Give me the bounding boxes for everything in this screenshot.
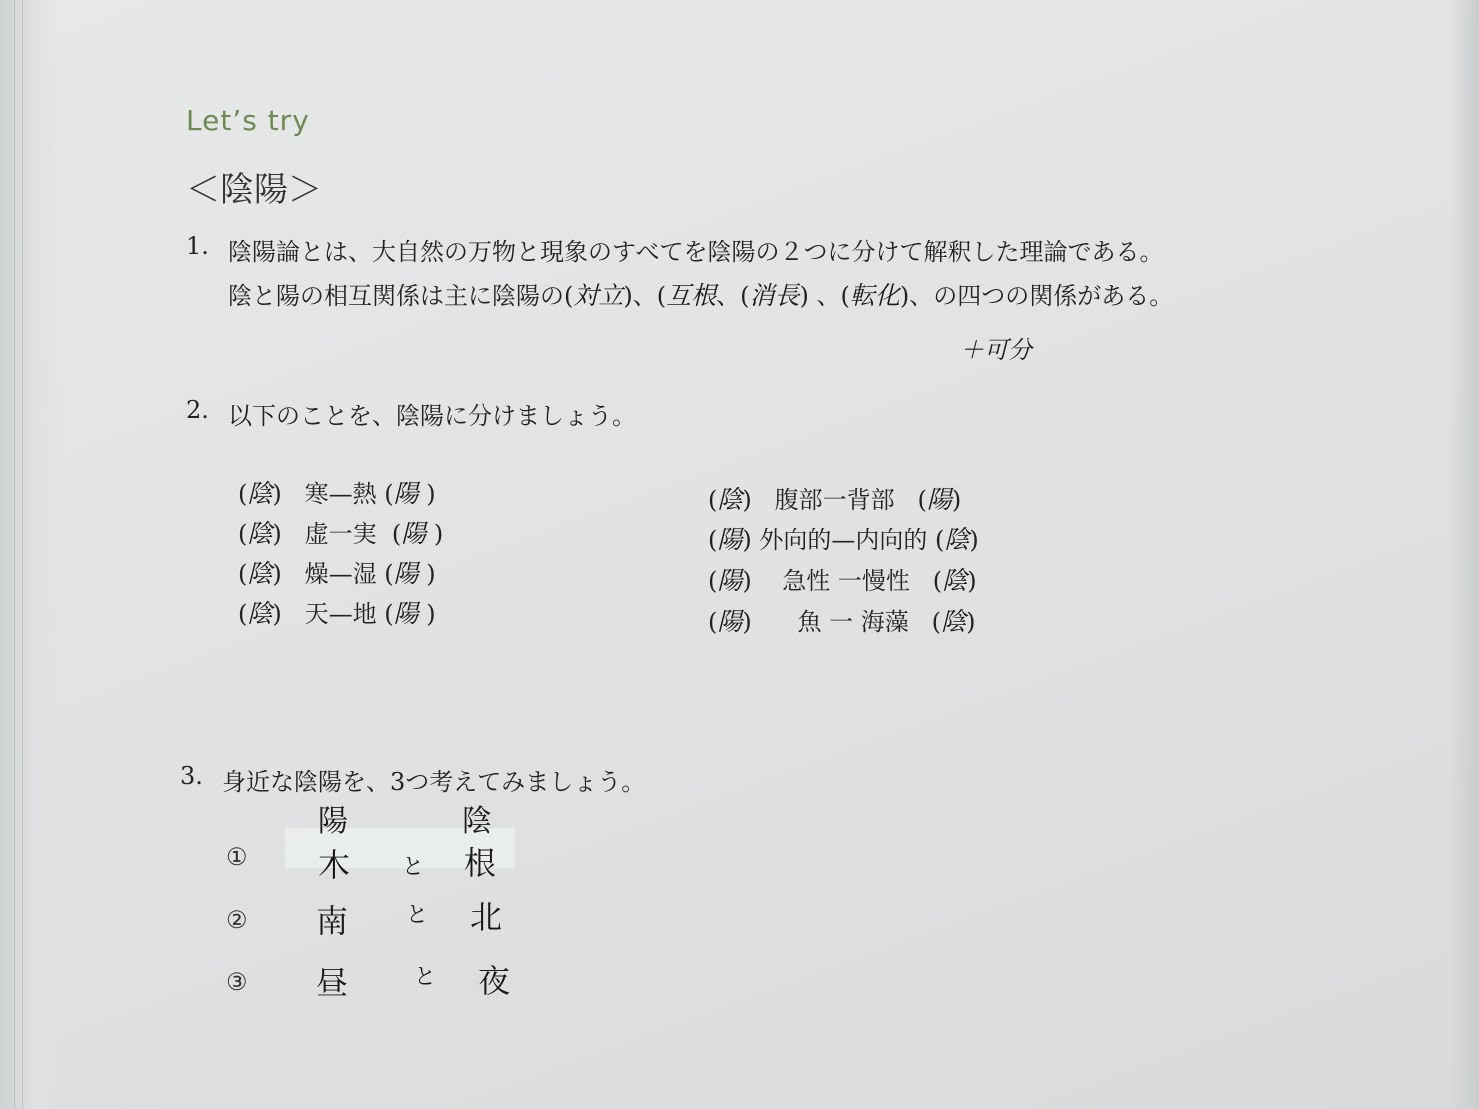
q3-item-to: と xyxy=(406,903,429,928)
q2-right-row: (陽) 外向的—内向的 (陰) xyxy=(708,525,979,554)
q1-line2-prefix: 陰と陽の相互関係は主に陰陽の xyxy=(228,282,564,310)
q1-answer-3: 消長 xyxy=(749,281,800,310)
q2-right-row: (陽) 魚 一 海藻 (陰) xyxy=(708,607,976,636)
answer: 陰 xyxy=(247,599,273,628)
answer: 陽 xyxy=(926,485,952,514)
answer: 陰 xyxy=(247,559,273,588)
q2-right-row: (陰) 腹部一背部 (陽) xyxy=(708,485,962,514)
q3-item-yin: 北 xyxy=(470,898,503,936)
paper-edge-line xyxy=(14,0,15,1109)
q1-answer-4: 転化 xyxy=(849,281,900,310)
q3-item-yang: 木 xyxy=(318,846,351,884)
q3-item-to: と xyxy=(414,965,437,990)
q3-item-mark: ③ xyxy=(226,968,248,996)
answer: 陰 xyxy=(247,519,273,548)
term: 急性 一慢性 xyxy=(782,567,910,595)
page-title: ＜陰陽＞ xyxy=(186,170,322,210)
q3-item-yin: 根 xyxy=(464,844,497,882)
answer: 陰 xyxy=(942,566,968,595)
paper-edge-line xyxy=(22,0,23,1109)
term: 寒—熱 xyxy=(304,480,377,508)
answer: 陰 xyxy=(944,525,970,554)
answer: 陰 xyxy=(247,479,273,508)
q2-right-row: (陽) 急性 一慢性 (陰) xyxy=(708,566,977,595)
q1-number: 1. xyxy=(186,232,209,260)
answer: 陽 xyxy=(401,519,427,548)
answer: 陽 xyxy=(393,559,419,588)
q1-line2: 陰と陽の相互関係は主に陰陽の(対立)、(互根、(消長) 、(転化)、の四つの関係がある。 xyxy=(228,281,1174,310)
q2-text: 以下のことを、陰陽に分けましょう。 xyxy=(228,402,636,430)
q3-number: 3. xyxy=(180,762,203,790)
q3-item-to: と xyxy=(402,855,425,880)
q3-item-mark: ② xyxy=(226,906,248,934)
answer: 陰 xyxy=(941,607,967,636)
term: 外向的—内向的 xyxy=(759,526,928,554)
q1-answer-2: 互根 xyxy=(666,281,717,310)
q2-left-row: (陰) 天—地 (陽 ) xyxy=(238,599,436,628)
answer: 陽 xyxy=(393,599,419,628)
term: 腹部一背部 xyxy=(774,486,895,514)
q1-answer-1: 対立 xyxy=(573,281,624,310)
term: 燥—湿 xyxy=(304,560,377,588)
q3-item-mark: ① xyxy=(226,843,248,871)
q3-header-yin: 陰 xyxy=(462,804,492,839)
answer: 陽 xyxy=(717,607,743,636)
q3-item-yang: 昼 xyxy=(316,964,349,1002)
term: 虚一実 xyxy=(304,520,377,548)
q1-line2-suffix: 、の四つの関係がある。 xyxy=(909,282,1174,310)
q2-left-row: (陰) 寒—熱 (陽 ) xyxy=(238,479,436,508)
answer: 陽 xyxy=(717,566,743,595)
paper-stack-edge xyxy=(0,0,60,1109)
q2-left-row: (陰) 燥—湿 (陽 ) xyxy=(238,559,436,588)
answer: 陽 xyxy=(393,479,419,508)
q2-left-row: (陰) 虚一実 (陽 ) xyxy=(238,519,444,548)
term: 天—地 xyxy=(304,600,377,628)
term: 魚 一 海藻 xyxy=(797,608,909,636)
q1-handwritten-note: ＋可分 xyxy=(960,336,1032,364)
q3-header-yang: 陽 xyxy=(318,804,348,839)
answer: 陰 xyxy=(717,485,743,514)
right-shadow xyxy=(1449,0,1479,1109)
q3-item-yin: 夜 xyxy=(478,962,511,1000)
q3-item-yang: 南 xyxy=(316,902,349,940)
answer: 陽 xyxy=(717,525,743,554)
q2-number: 2. xyxy=(186,396,209,424)
q1-line1: 陰陽論とは、大自然の万物と現象のすべてを陰陽の２つに分けて解釈した理論である。 xyxy=(228,238,1164,266)
q3-text: 身近な陰陽を、3つ考えてみましょう。 xyxy=(222,768,646,796)
lets-try-label: Let’s try xyxy=(186,104,310,137)
